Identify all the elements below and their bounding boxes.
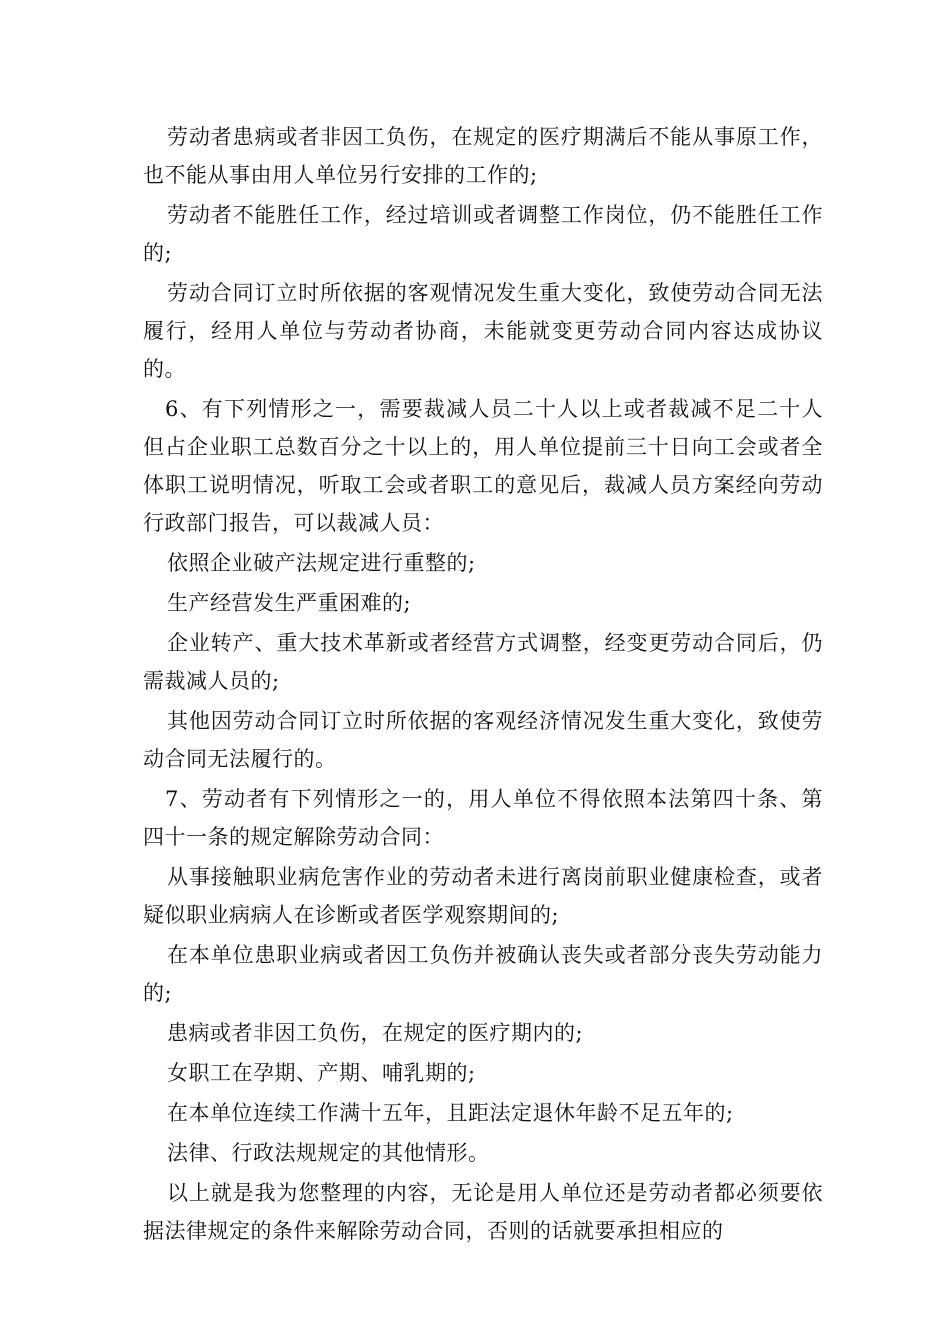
document-body	[143, 118, 823, 1252]
paragraph-work-injury: 在本单位患职业病或者因工负伤并被确认丧失或者部分丧失劳动能力的;	[143, 943, 823, 1005]
paragraph-conclusion: 以上就是我为您整理的内容，无论是用人单位还是劳动者都必须要依据法律规定的条件来解除劳动合同，否则的话就要承担相应的	[143, 1181, 823, 1243]
paragraph-incompetence: 劳动者不能胜任工作，经过培训或者调整工作岗位，仍不能胜任工作的;	[143, 203, 823, 265]
paragraph-fifteen-years: 在本单位连续工作满十五年，且距法定退休年龄不足五年的;	[167, 1101, 734, 1125]
paragraph-item-6-layoffs: 6、有下列情形之一，需要裁减人员二十人以上或者裁减不足二十人但占企业职工总数百分之十以上的，用人单位提前三十日向工会或者全体职工说明情况，听取工会或者职工的意见后，裁减人员方案经向劳动行政部门报告，可以裁减人员：	[143, 397, 823, 535]
paragraph-business-transformation: 企业转产、重大技术革新或者经营方式调整，经变更劳动合同后，仍需裁减人员的;	[143, 631, 823, 693]
paragraph-bankruptcy-reorganization: 依照企业破产法规定进行重整的;	[167, 551, 476, 575]
paragraph-item-7-prohibited-termination: 7、劳动者有下列情形之一的，用人单位不得依照本法第四十条、第四十一条的规定解除劳动合同：	[143, 787, 823, 849]
paragraph-occupational-disease-check: 从事接触职业病危害作业的劳动者未进行离岗前职业健康检查，或者疑似职业病病人在诊断或者医学观察期间的;	[143, 865, 823, 927]
paragraph-illness-injury: 劳动者患病或者非因工负伤，在规定的医疗期满后不能从事原工作，也不能从事由用人单位另行安排的工作的;	[143, 125, 823, 187]
paragraph-economic-change: 其他因劳动合同订立时所依据的客观经济情况发生重大变化，致使劳动合同无法履行的。	[143, 709, 823, 771]
paragraph-operating-difficulties: 生产经营发生严重困难的;	[167, 591, 412, 615]
paragraph-other-situations: 法律、行政法规规定的其他情形。	[167, 1141, 490, 1165]
paragraph-medical-period: 患病或者非因工负伤，在规定的医疗期内的;	[167, 1021, 584, 1045]
paragraph-objective-change: 劳动合同订立时所依据的客观情况发生重大变化，致使劳动合同无法履行，经用人单位与劳动者协商，未能就变更劳动合同内容达成协议的。	[143, 281, 823, 381]
paragraph-female-workers: 女职工在孕期、产期、哺乳期的;	[167, 1061, 476, 1085]
